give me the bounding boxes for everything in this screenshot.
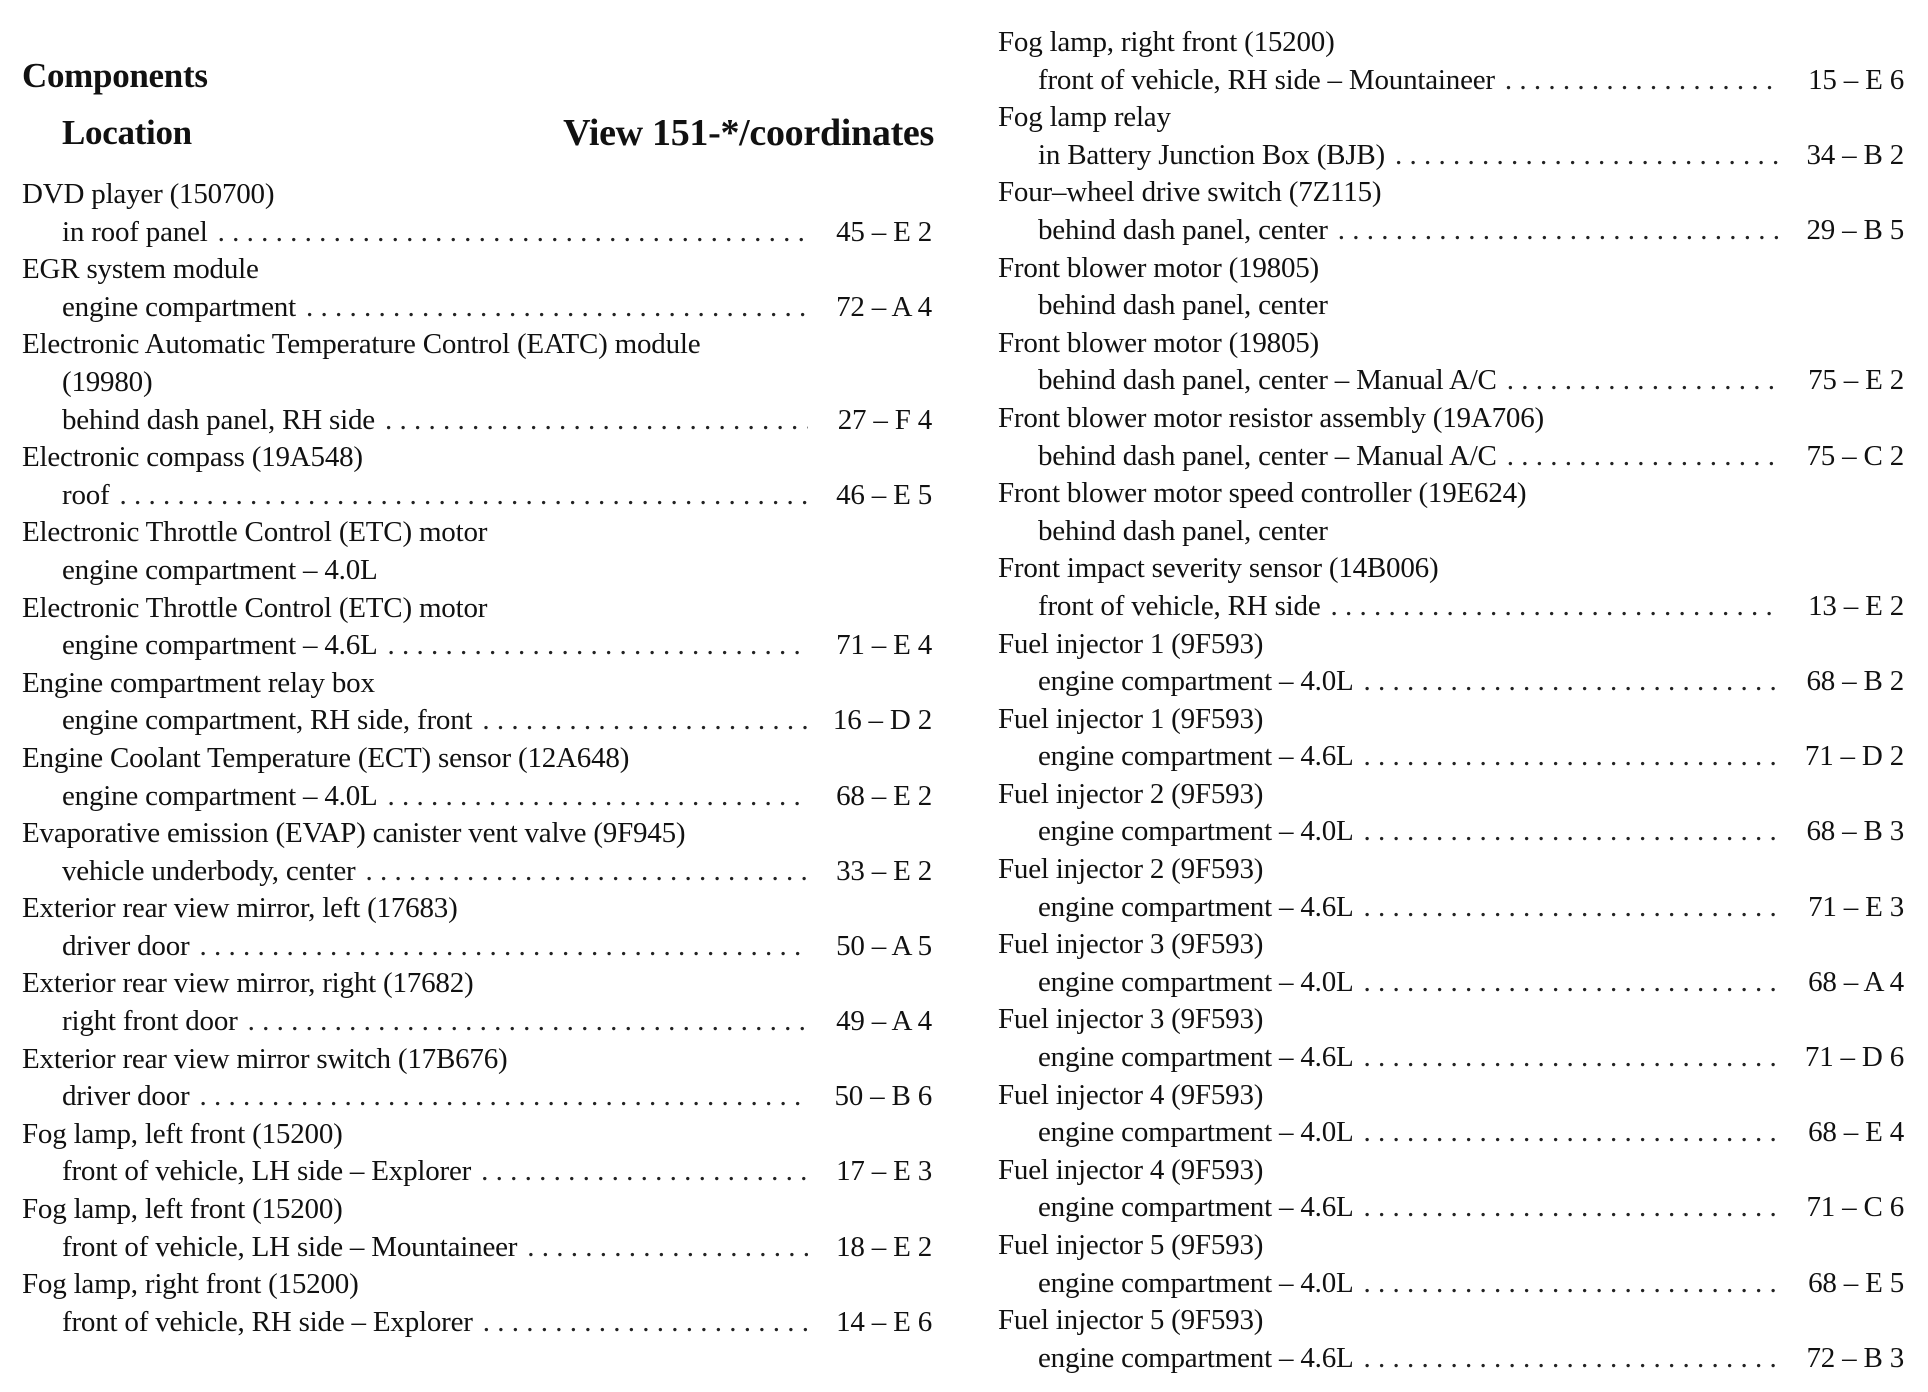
component-entry — [998, 1302, 1904, 1377]
location-text: behind dash panel, center — [1038, 213, 1328, 246]
view-coordinate: 46 – E 5 — [836, 478, 932, 511]
component-entry — [998, 851, 1904, 926]
component-name: Fog lamp, left front (15200) — [22, 1193, 343, 1226]
component-name: Engine compartment relay box — [22, 666, 375, 699]
view-coordinate: 34 – B 2 — [1806, 138, 1904, 171]
component-entry — [22, 665, 932, 740]
location-row — [998, 1039, 1904, 1077]
location-text: front of vehicle, LH side – Explorer — [62, 1155, 472, 1188]
component-name: Fuel injector 4 (9F593) — [998, 1078, 1264, 1111]
location-row — [998, 1189, 1904, 1227]
view-coordinate: 71 – D 6 — [1804, 1041, 1904, 1074]
location-text: engine compartment – 4.6L — [1038, 1341, 1354, 1374]
component-name: Fuel injector 1 (9F593) — [998, 702, 1264, 735]
dot-leader — [1364, 889, 1780, 927]
component-entry — [998, 1152, 1904, 1227]
component-entry — [998, 24, 1904, 99]
location-text: engine compartment – 4.0L — [1038, 965, 1354, 998]
component-name: Fog lamp, left front (15200) — [22, 1117, 343, 1150]
dot-leader — [1364, 1114, 1780, 1152]
location-row — [22, 702, 932, 740]
view-coordinates-column-header: View 151-*/coordinates — [563, 112, 934, 154]
location-text: front of vehicle, RH side – Mountaineer — [1038, 63, 1495, 96]
component-name: Fuel injector 4 (9F593) — [998, 1153, 1264, 1186]
component-name: Fuel injector 3 (9F593) — [998, 1003, 1264, 1036]
component-entry — [998, 325, 1904, 400]
component-name: Front blower motor resistor assembly (19A706) — [998, 401, 1544, 434]
location-text: driver door — [62, 929, 190, 962]
view-coordinate: 71 – D 2 — [1804, 740, 1904, 773]
component-entry — [22, 514, 932, 589]
location-text: engine compartment – 4.0L — [1038, 1116, 1354, 1149]
location-text: vehicle underbody, center — [62, 854, 356, 887]
dot-leader — [1364, 1340, 1780, 1378]
location-row — [998, 287, 1904, 325]
location-text: roof — [62, 478, 110, 511]
location-text: behind dash panel, center — [1038, 289, 1328, 322]
component-name: Electronic Automatic Temperature Control (EATC) module — [22, 328, 701, 361]
location-row — [998, 1340, 1904, 1378]
components-heading: Components — [22, 56, 208, 95]
view-coordinate: 68 – B 2 — [1806, 665, 1904, 698]
location-text: in Battery Junction Box (BJB) — [1038, 138, 1386, 171]
location-text: engine compartment – 4.0L — [1038, 815, 1354, 848]
component-name: Exterior rear view mirror, right (17682) — [22, 967, 474, 1000]
location-row — [998, 212, 1904, 250]
view-coordinate: 27 – F 4 — [837, 403, 932, 436]
component-entry — [22, 176, 932, 251]
dot-leader — [1364, 1265, 1780, 1303]
component-name: Front impact severity sensor (14B006) — [998, 552, 1439, 585]
location-row — [998, 513, 1904, 551]
view-coordinate: 71 – E 3 — [1808, 890, 1904, 923]
component-name: Front blower motor (19805) — [998, 251, 1320, 284]
component-name: Fuel injector 1 (9F593) — [998, 627, 1264, 660]
component-entry — [998, 1077, 1904, 1152]
location-text: engine compartment – 4.6L — [1038, 890, 1354, 923]
dot-leader — [120, 477, 808, 515]
location-row — [998, 1265, 1904, 1303]
dot-leader — [1364, 1189, 1780, 1227]
location-row — [22, 402, 932, 440]
location-text: engine compartment – 4.6L — [1038, 1041, 1354, 1074]
view-coordinate: 68 – E 5 — [1808, 1266, 1904, 1299]
location-row — [22, 552, 932, 590]
component-entry — [22, 1266, 932, 1341]
component-entry — [22, 326, 932, 439]
location-row — [22, 778, 932, 816]
dot-leader — [388, 627, 808, 665]
location-row — [22, 853, 932, 891]
component-name: Electronic Throttle Control (ETC) motor — [22, 516, 488, 549]
location-text: engine compartment – 4.6L — [1038, 1191, 1354, 1224]
view-coordinate: 14 – E 6 — [836, 1305, 932, 1338]
dot-leader — [1364, 964, 1780, 1002]
location-text: engine compartment – 4.0L — [62, 553, 378, 586]
component-entry — [22, 965, 932, 1040]
view-coordinate: 68 – A 4 — [1808, 965, 1904, 998]
location-text: engine compartment – 4.0L — [1038, 1266, 1354, 1299]
component-entry — [22, 815, 932, 890]
component-name: Four–wheel drive switch (7Z115) — [998, 176, 1382, 209]
component-name: Front blower motor (19805) — [998, 326, 1320, 359]
component-name: Fuel injector 3 (9F593) — [998, 928, 1264, 961]
dot-leader — [1338, 212, 1780, 250]
view-coordinate: 15 – E 6 — [1808, 63, 1904, 96]
location-row — [998, 1114, 1904, 1152]
dot-leader — [306, 289, 808, 327]
component-name: Fuel injector 5 (9F593) — [998, 1304, 1264, 1337]
component-name: Fog lamp relay — [998, 101, 1171, 134]
dot-leader — [388, 778, 808, 816]
dot-leader — [1331, 588, 1780, 626]
component-entry — [22, 1191, 932, 1266]
view-coordinate: 75 – E 2 — [1808, 364, 1904, 397]
component-entry — [998, 250, 1904, 325]
view-coordinate: 72 – B 3 — [1806, 1341, 1904, 1374]
component-name: DVD player (150700) — [22, 178, 275, 210]
location-row — [22, 1003, 932, 1041]
view-coordinate: 68 – E 2 — [836, 779, 932, 812]
location-row — [22, 1078, 932, 1116]
view-coordinate: 17 – E 3 — [836, 1155, 932, 1188]
location-text: in roof panel — [62, 215, 208, 248]
dot-leader — [482, 702, 808, 740]
location-row — [998, 362, 1904, 400]
location-row — [998, 588, 1904, 626]
component-entry — [22, 890, 932, 965]
dot-leader — [1507, 438, 1780, 476]
component-entry — [22, 590, 932, 665]
component-entry — [998, 475, 1904, 550]
component-name: Evaporative emission (EVAP) canister vent valve (9F945) — [22, 817, 686, 850]
view-coordinate: 75 – C 2 — [1806, 439, 1904, 472]
left-entry-list — [22, 176, 932, 1341]
location-row — [22, 928, 932, 966]
view-coordinate: 71 – C 6 — [1806, 1191, 1904, 1224]
dot-leader — [1364, 738, 1780, 776]
component-entry — [22, 1116, 932, 1191]
component-entry — [998, 550, 1904, 625]
component-name: Engine Coolant Temperature (ECT) sensor (12A648) — [22, 741, 630, 774]
location-column-header: Location — [62, 113, 192, 152]
location-row — [998, 964, 1904, 1002]
view-coordinate: 29 – B 5 — [1806, 213, 1904, 246]
view-coordinate: 18 – E 2 — [836, 1230, 932, 1263]
component-name: EGR system module — [22, 253, 259, 286]
view-coordinate: 45 – E 2 — [836, 215, 932, 248]
component-name: Exterior rear view mirror switch (17B676) — [22, 1042, 508, 1075]
location-row — [998, 62, 1904, 100]
component-entry — [998, 174, 1904, 249]
component-name: Fuel injector 2 (9F593) — [998, 853, 1264, 886]
component-name: Fog lamp, right front (15200) — [22, 1268, 359, 1301]
view-coordinate: 71 – E 4 — [836, 629, 932, 662]
component-name: Electronic compass (19A548) — [22, 441, 363, 474]
component-entry — [22, 740, 932, 815]
location-text: behind dash panel, center – Manual A/C — [1038, 364, 1497, 397]
dot-leader — [1364, 663, 1780, 701]
location-row — [22, 477, 932, 515]
dot-leader — [1364, 1039, 1780, 1077]
component-name: Front blower motor speed controller (19E624) — [998, 477, 1527, 510]
component-name-continued: (19980) — [62, 365, 153, 398]
location-text: engine compartment – 4.6L — [1038, 740, 1354, 773]
dot-leader — [248, 1003, 808, 1041]
dot-leader — [1395, 137, 1780, 175]
view-coordinate: 50 – A 5 — [836, 929, 932, 962]
location-row — [998, 889, 1904, 927]
dot-leader — [385, 402, 808, 440]
view-coordinate: 33 – E 2 — [836, 854, 932, 887]
dot-leader — [481, 1153, 808, 1191]
dot-leader — [1364, 813, 1780, 851]
location-text: behind dash panel, RH side — [62, 403, 375, 436]
component-entry — [998, 1227, 1904, 1302]
component-entry — [998, 926, 1904, 1001]
location-text: engine compartment – 4.0L — [1038, 665, 1354, 698]
location-row — [998, 137, 1904, 175]
right-entry-list — [998, 24, 1904, 1377]
component-entry — [998, 99, 1904, 174]
dot-leader — [1507, 362, 1780, 400]
component-name: Electronic Throttle Control (ETC) motor — [22, 591, 488, 624]
dot-leader — [199, 928, 808, 966]
view-coordinate: 68 – E 4 — [1808, 1116, 1904, 1149]
location-row — [22, 1229, 932, 1267]
location-text: front of vehicle, RH side – Explorer — [62, 1305, 473, 1338]
dot-leader — [365, 853, 808, 891]
component-entry — [998, 1001, 1904, 1076]
location-row — [998, 438, 1904, 476]
component-entry — [22, 439, 932, 514]
view-coordinate: 72 – A 4 — [836, 290, 932, 323]
location-text: driver door — [62, 1080, 190, 1113]
location-row — [998, 663, 1904, 701]
location-row — [22, 1304, 932, 1342]
location-text: engine compartment – 4.0L — [62, 779, 378, 812]
location-row — [998, 738, 1904, 776]
component-name: Fog lamp, right front (15200) — [998, 26, 1335, 58]
location-row — [22, 627, 932, 665]
location-row — [22, 1153, 932, 1191]
location-text: right front door — [62, 1005, 238, 1038]
component-entry — [998, 701, 1904, 776]
location-row — [22, 214, 932, 252]
component-entry — [22, 1041, 932, 1116]
view-coordinate: 50 – B 6 — [834, 1080, 932, 1113]
component-entry — [998, 400, 1904, 475]
location-text: engine compartment — [62, 290, 296, 323]
view-coordinate: 16 – D 2 — [832, 704, 932, 737]
location-text: engine compartment, RH side, front — [62, 704, 473, 737]
component-name: Fuel injector 5 (9F593) — [998, 1229, 1264, 1261]
component-name: Fuel injector 2 (9F593) — [998, 777, 1264, 810]
component-entry — [998, 626, 1904, 701]
location-text: behind dash panel, center — [1038, 514, 1328, 547]
view-coordinate: 13 – E 2 — [1808, 589, 1904, 622]
location-text: engine compartment – 4.6L — [62, 629, 378, 662]
component-name: Exterior rear view mirror, left (17683) — [22, 892, 458, 925]
location-text: front of vehicle, LH side – Mountaineer — [62, 1230, 518, 1263]
location-row — [998, 813, 1904, 851]
location-text: behind dash panel, center – Manual A/C — [1038, 439, 1497, 472]
dot-leader — [1505, 62, 1780, 100]
dot-leader — [483, 1304, 808, 1342]
dot-leader — [527, 1229, 808, 1267]
dot-leader — [218, 214, 808, 252]
location-text: front of vehicle, RH side — [1038, 589, 1321, 622]
dot-leader — [199, 1078, 808, 1116]
location-row — [22, 289, 932, 327]
view-coordinate: 49 – A 4 — [836, 1005, 932, 1038]
component-entry — [22, 251, 932, 326]
component-entry — [998, 776, 1904, 851]
view-coordinate: 68 – B 3 — [1806, 815, 1904, 848]
